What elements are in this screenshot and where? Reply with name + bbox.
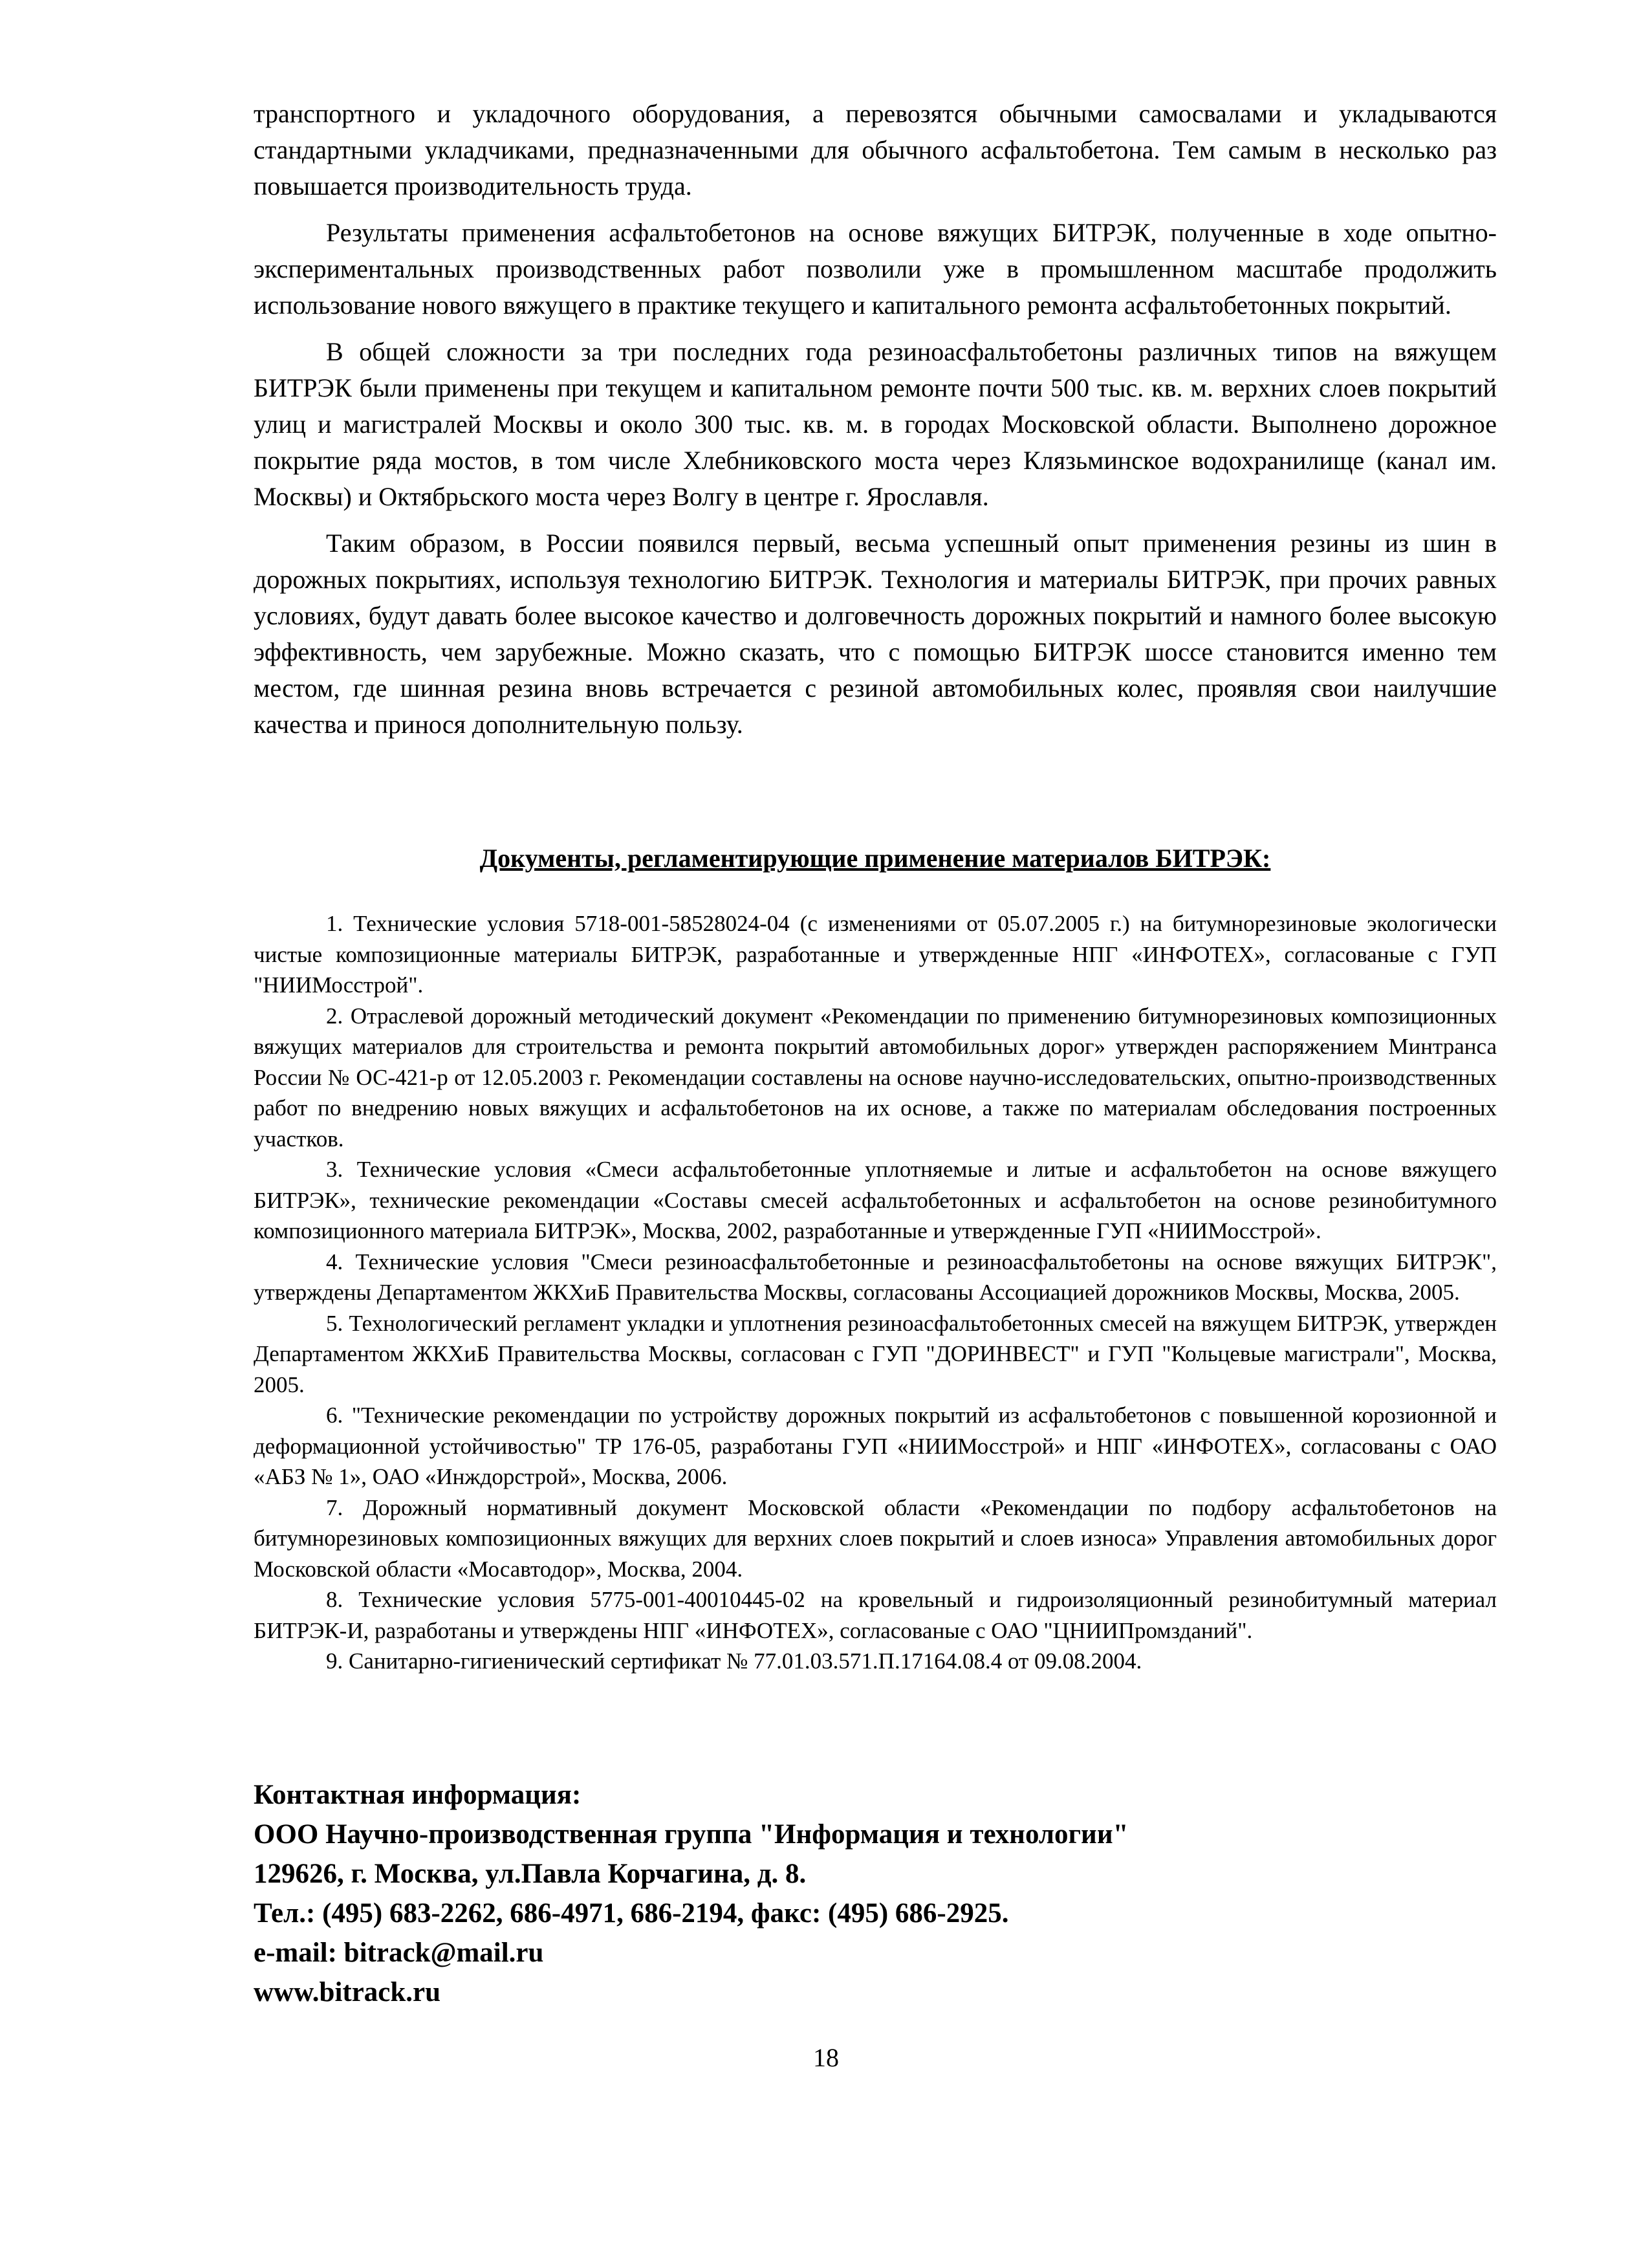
body-paragraph: Результаты применения асфальтобетонов на основе вяжущих БИТРЭК, полученные в ходе опытно-экспериментальных производственных работ позволили уже в промышленном масштабе продолжить использование нового вяжущего в практике текущего и капитального ремонта асфальтобетонных покрытий. <box>254 218 1497 320</box>
list-item: 5. Технологический регламент укладки и уплотнения резиноасфальтобетонных смесей на вяжущем БИТРЭК, утвержден Департаментом ЖКХиБ Правительства Москвы, согласован с ГУП "ДОРИНВЕСТ" и ГУП "Кольцевые магистрали", Москва, 2005. <box>254 1310 1497 1397</box>
list-item: 8. Технические условия 5775-001-40010445-02 на кровельный и гидроизоляционный резинобитумный материал БИТРЭК-И, разработаны и утверждены НПГ «ИНФОТЕХ», согласованые с ОАО "ЦНИИПромзданий". <box>254 1587 1497 1643</box>
company-name: ООО Научно-производственная группа "Информация и технологии" <box>254 1819 1129 1850</box>
list-item: 7. Дорожный нормативный документ Московской области «Рекомендации по подбору асфальтобетонов на битумнорезиновых композиционных вяжущих для верхних слоев покрытий и слоев износа» Управления автомобильных дорог Московской области «Мосавтодор», Москва, 2004. <box>254 1494 1497 1582</box>
list-item: 1. Технические условия 5718-001-58528024-04 (с изменениями от 05.07.2005 г.) на битумнорезиновые экологически чистые композиционные материалы БИТРЭК, разработанные и утвержденные НПГ «ИНФОТЕХ», согласованые с ГУП "НИИМосстрой". <box>254 911 1497 998</box>
list-item: 3. Технические условия «Смеси асфальтобетонные уплотняемые и литые и асфальтобетон на основе вяжущего БИТРЭК», технические рекомендации «Составы смесей асфальтобетонных и асфальтобетон на основе резинобитумного композиционного материала БИТРЭК», Москва, 2002, разработанные и утвержденные ГУП «НИИМосстрой». <box>254 1157 1497 1243</box>
list-item: 2. Отраслевой дорожный методический документ «Рекомендации по применению битумнорезиновых композиционных вяжущих материалов для строительства и ремонта покрытий автомобильных дорог» утвержден распоряжением Минтранса России № ОС-421-р от 12.05.2003 г. Рекомендации составлены на основе научно-исследовательских, опытно-производственных работ по внедрению новых вяжущих и асфальтобетонов на их основе, а также по материалам обследования построенных участков. <box>254 1003 1497 1152</box>
email-link[interactable]: e-mail: bitrack@mail.ru <box>254 1938 544 1968</box>
list-item: 4. Технические условия "Смеси резиноасфальтобетонные и резиноасфальтобетоны на основе вяжущих БИТРЭК", утверждены Департаментом ЖКХиБ Правительства Москвы, согласованы Ассоциацией дорожников Москвы, Москва, 2005. <box>254 1249 1497 1305</box>
documents-list <box>254 908 1497 1677</box>
page-number: 18 <box>813 2043 839 2072</box>
contact-block <box>254 1775 1497 2012</box>
body-paragraph: транспортного и укладочного оборудования, а перевозятся обычными самосвалами и укладываются стандартными укладчиками, предназначенными для обычного асфальтобетона. Тем самым в несколько раз повышается производительность труда. <box>254 99 1497 201</box>
body-text <box>254 96 1497 753</box>
body-paragraph: В общей сложности за три последних года резиноасфальтобетоны различных типов на вяжущем БИТРЭК были применены при текущем и капитальном ремонте почти 500 тыс. кв. м. верхних слоев покрытий улиц и магистралей Москвы и около 300 тыс. кв. м. в городах Московской области. Выполнено дорожное покрытие ряда мостов, в том числе Хлебниковского моста через Клязьминское водохранилище (канал им. Москвы) и Октябрьского моста через Волгу в центре г. Ярославля. <box>254 337 1497 511</box>
documents-heading: Документы, регламентирующие применение материалов БИТРЭК: <box>479 844 1271 873</box>
address: 129626, г. Москва, ул.Павла Корчагина, д. 8. <box>254 1859 807 1889</box>
list-item: 9. Санитарно-гигиенический сертификат № 77.01.03.571.П.17164.08.4 от 09.08.2004. <box>326 1648 1142 1674</box>
list-item: 6. "Технические рекомендации по устройству дорожных покрытий из асфальтобетонов с повышенной корозионной и деформационной устойчивостью" ТР 176-05, разработаны ГУП «НИИМосстрой» и НПГ «ИНФОТЕХ», согласованы с ОАО «АБЗ № 1», ОАО «Инждорстрой», Москва, 2006. <box>254 1403 1497 1489</box>
body-paragraph: Таким образом, в России появился первый, весьма успешный опыт применения резины из шин в дорожных покрытиях, используя технологию БИТРЭК. Технология и материалы БИТРЭК, при прочих равных условиях, будут давать более высокое качество и долговечность дорожных покрытий и намного более высокую эффективность, чем зарубежные. Можно сказать, что с помощью БИТРЭК шоссе становится именно тем местом, где шинная резина вновь встречается с резиной автомобильных колес, проявляя свои наилучшие качества и принося дополнительную пользу. <box>254 529 1497 739</box>
website-link[interactable]: www.bitrack.ru <box>254 1977 441 2007</box>
contact-heading: Контактная информация: <box>254 1780 581 1810</box>
phone-numbers: Тел.: (495) 683-2262, 686-4971, 686-2194, факс: (495) 686-2925. <box>254 1898 1009 1929</box>
